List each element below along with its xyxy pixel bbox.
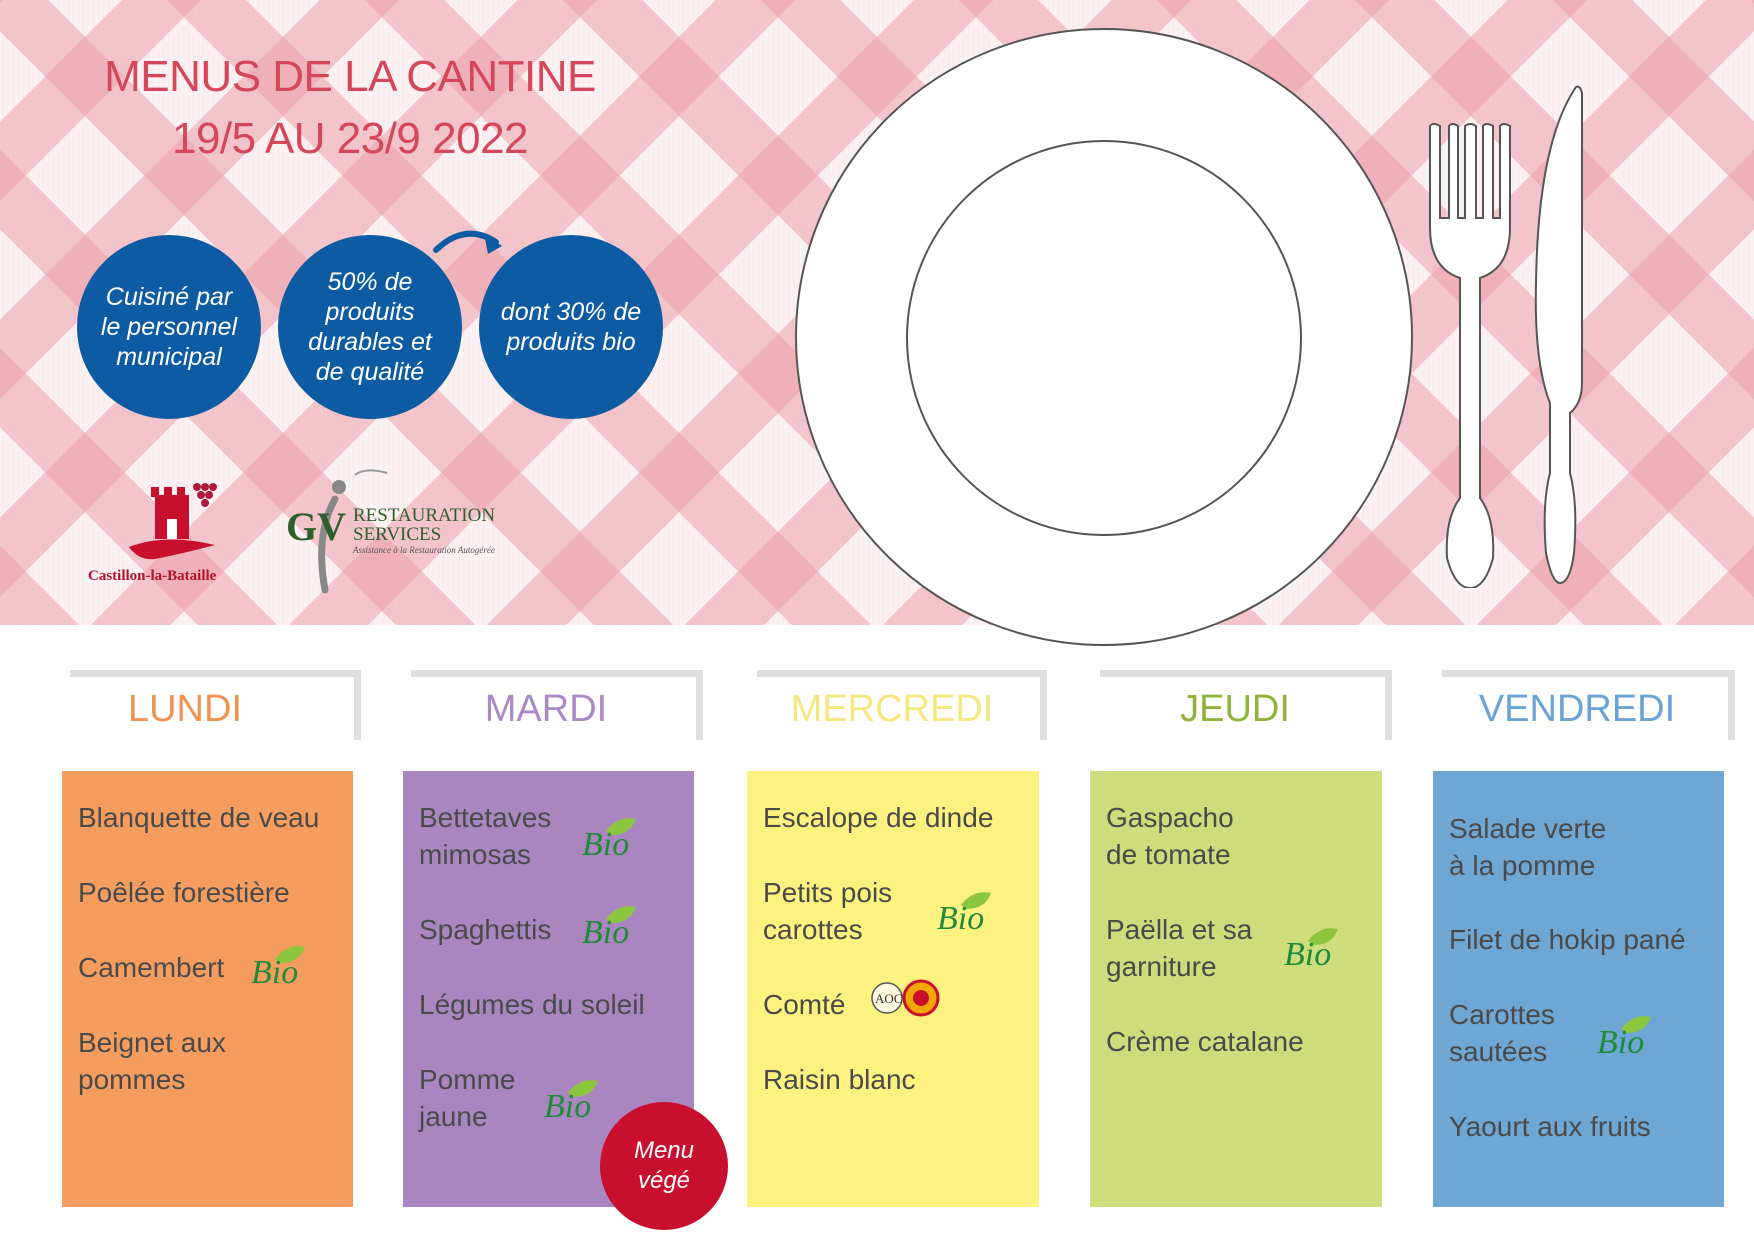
bubble-bio-text: dont 30% de produits bio <box>500 298 642 356</box>
gv-initials: GV <box>286 504 346 549</box>
bio-badge-icon <box>1593 1011 1653 1059</box>
bio-badge-icon <box>247 941 307 989</box>
svg-text:Bio: Bio <box>1597 1024 1645 1059</box>
aoc-badge-icon <box>869 978 941 1018</box>
bubble-durables <box>278 235 462 419</box>
gv-line2: SERVICES <box>353 524 442 545</box>
bio-badge-icon <box>933 887 993 935</box>
menu-item: Beignet aux pommes <box>78 1027 226 1095</box>
menu-item: Petits pois carottes <box>763 877 893 945</box>
menu-dates: 19/5 AU 23/9 2022 <box>171 114 529 163</box>
bio-badge-icon <box>578 813 638 861</box>
day-label-vendredi: VENDREDI <box>1478 688 1676 730</box>
menu-item: Légumes du soleil <box>419 989 645 1020</box>
menu-card-vendredi <box>1433 771 1724 1207</box>
plate-inner-icon <box>906 140 1302 536</box>
menu-item: Spaghettis <box>419 914 552 945</box>
svg-text:Bio: Bio <box>1284 936 1332 971</box>
svg-text:Bio: Bio <box>582 914 630 949</box>
svg-text:Bio: Bio <box>582 826 630 861</box>
menu-item: Escalope de dinde <box>763 802 994 833</box>
menu-item: Crème catalane <box>1106 1026 1304 1057</box>
svg-text:Bio: Bio <box>251 954 299 989</box>
knife-icon <box>1528 83 1588 588</box>
menu-card-lundi <box>62 771 353 1207</box>
day-label-lundi: LUNDI <box>127 688 243 730</box>
veg-line1: Menu <box>633 1137 695 1164</box>
menu-title: MENUS DE LA CANTINE <box>104 52 596 101</box>
menu-item: Filet de hokip pané <box>1449 924 1686 955</box>
menu-item: Yaourt aux fruits <box>1449 1111 1651 1142</box>
bubble-bio <box>479 235 663 419</box>
menu-item: Raisin blanc <box>763 1064 916 1095</box>
menu-item: Salade verte à la pomme <box>1449 813 1607 881</box>
gv-line1: RESTAURATION <box>353 505 496 526</box>
bubble-cuisine <box>77 235 261 419</box>
menu-item: Camembert <box>78 952 225 983</box>
menu-item: Pomme jaune <box>419 1064 516 1132</box>
bubble-cuisine-text: Cuisiné par le personnel municipal <box>100 283 238 371</box>
bio-badge-icon <box>540 1075 600 1123</box>
menu-item: Poêlée forestière <box>78 877 290 908</box>
menu-card-jeudi <box>1090 771 1382 1207</box>
svg-text:Bio: Bio <box>544 1088 592 1123</box>
menu-item: Comté <box>763 989 846 1020</box>
veg-line2: végé <box>637 1167 691 1194</box>
menu-item: Paëlla et sa garniture <box>1106 914 1253 982</box>
menu-vege-badge <box>600 1102 728 1230</box>
castillon-logo-icon <box>125 475 225 565</box>
menu-item: Carottes sautées <box>1449 999 1555 1067</box>
svg-text:AOC: AOC <box>875 991 903 1006</box>
svg-text:Bio: Bio <box>937 900 985 935</box>
arrow-icon <box>430 220 510 260</box>
day-label-mercredi: MERCREDI <box>790 688 994 730</box>
menu-item: Bettetaves mimosas <box>419 802 552 870</box>
menu-card-mercredi <box>747 771 1039 1207</box>
bio-badge-icon <box>578 901 638 949</box>
menu-item: Blanquette de veau <box>78 802 320 833</box>
castillon-logo-text: Castillon-la-Bataille <box>88 568 217 584</box>
fork-icon <box>1425 118 1515 588</box>
bio-badge-icon <box>1280 923 1340 971</box>
menu-item: Gaspacho de tomate <box>1106 802 1234 870</box>
bubble-durables-text: 50% de produits durables et de qualité <box>308 268 432 386</box>
day-label-mardi: MARDI <box>484 688 608 730</box>
gv-tagline: Assistance à la Restauration Autogérée <box>353 545 495 555</box>
day-label-jeudi: JEUDI <box>1180 688 1290 730</box>
